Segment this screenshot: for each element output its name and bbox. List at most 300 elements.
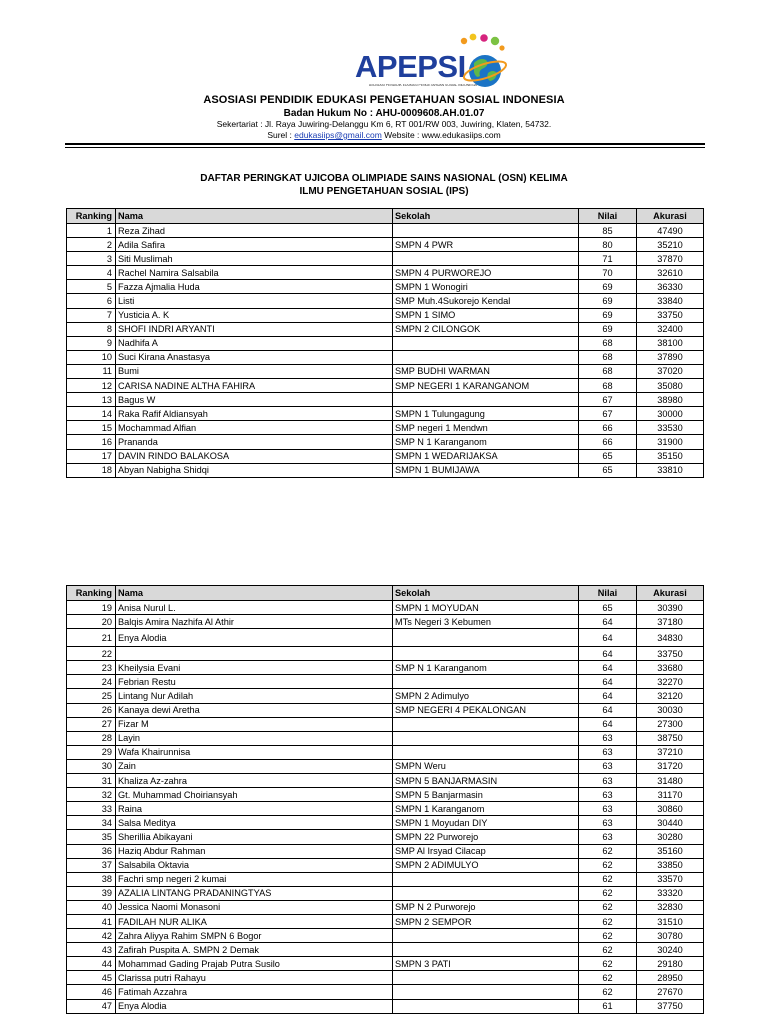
table-row	[67, 830, 704, 844]
cell-school: SMPN 1 SIMO	[393, 308, 579, 322]
table-header-row	[67, 209, 704, 224]
cell-score: 63	[579, 830, 637, 844]
cell-school	[393, 675, 579, 689]
cell-accuracy: 33680	[637, 661, 704, 675]
table-row	[67, 252, 704, 266]
cell-school: SMPN 22 Purworejo	[393, 830, 579, 844]
cell-score: 62	[579, 858, 637, 872]
table-row	[67, 999, 704, 1013]
cell-accuracy: 38100	[637, 336, 704, 350]
table-row	[67, 629, 704, 647]
cell-name: Zain	[116, 759, 393, 773]
cell-school: SMP N 1 Karanganom	[393, 661, 579, 675]
cell-ranking: 2	[67, 238, 116, 252]
cell-name: Salsa Meditya	[116, 816, 393, 830]
cell-ranking: 37	[67, 858, 116, 872]
cell-accuracy: 33570	[637, 872, 704, 886]
cell-name: Siti Muslimah	[116, 252, 393, 266]
cell-school: SMPN 1 WEDARIJAKSA	[393, 449, 579, 463]
table-row	[67, 266, 704, 280]
cell-accuracy: 36330	[637, 280, 704, 294]
table-row	[67, 971, 704, 985]
table-row	[67, 844, 704, 858]
header-divider-thick	[65, 143, 705, 145]
cell-score: 63	[579, 759, 637, 773]
cell-accuracy: 28950	[637, 971, 704, 985]
header-accuracy: Akurasi	[637, 209, 704, 224]
table-row	[67, 661, 704, 675]
table-row	[67, 872, 704, 886]
header-ranking: Ranking	[67, 209, 116, 224]
cell-ranking: 41	[67, 914, 116, 928]
cell-score: 66	[579, 421, 637, 435]
cell-score: 62	[579, 943, 637, 957]
cell-accuracy: 30280	[637, 830, 704, 844]
cell-ranking: 16	[67, 435, 116, 449]
header-name: Nama	[116, 586, 393, 601]
globe-icon	[458, 33, 508, 91]
cell-accuracy: 33750	[637, 647, 704, 661]
cell-score: 68	[579, 336, 637, 350]
cell-name: Adila Safira	[116, 238, 393, 252]
cell-accuracy: 31170	[637, 788, 704, 802]
cell-school: SMPN 1 Moyudan DIY	[393, 816, 579, 830]
cell-ranking: 34	[67, 816, 116, 830]
cell-school	[393, 943, 579, 957]
cell-score: 62	[579, 957, 637, 971]
cell-ranking: 7	[67, 308, 116, 322]
cell-ranking: 11	[67, 364, 116, 378]
cell-accuracy: 27300	[637, 717, 704, 731]
cell-name: Fachri smp negeri 2 kumai	[116, 872, 393, 886]
cell-ranking: 38	[67, 872, 116, 886]
cell-score: 63	[579, 774, 637, 788]
cell-accuracy: 32830	[637, 900, 704, 914]
legal-number: Badan Hukum No : AHU-0009608.AH.01.07	[283, 108, 485, 119]
cell-school: SMPN 2 SEMPOR	[393, 914, 579, 928]
cell-accuracy: 32120	[637, 689, 704, 703]
cell-score: 63	[579, 788, 637, 802]
cell-ranking: 40	[67, 900, 116, 914]
cell-accuracy: 37020	[637, 364, 704, 378]
cell-accuracy: 33750	[637, 308, 704, 322]
cell-school	[393, 393, 579, 407]
table-row	[67, 816, 704, 830]
cell-accuracy: 27670	[637, 985, 704, 999]
contact-prefix: Surel :	[267, 130, 295, 140]
cell-score: 68	[579, 379, 637, 393]
cell-accuracy: 33530	[637, 421, 704, 435]
cell-accuracy: 32610	[637, 266, 704, 280]
cell-ranking: 43	[67, 943, 116, 957]
cell-ranking: 1	[67, 224, 116, 238]
cell-name: Nadhifa A	[116, 336, 393, 350]
cell-school: SMPN 1 BUMIJAWA	[393, 463, 579, 477]
cell-score: 62	[579, 872, 637, 886]
table-row	[67, 774, 704, 788]
table-row	[67, 224, 704, 238]
table-1-body	[67, 224, 704, 478]
cell-ranking: 31	[67, 774, 116, 788]
cell-name: Balqis Amira Nazhifa Al Athir	[116, 615, 393, 629]
table-row	[67, 675, 704, 689]
cell-ranking: 8	[67, 322, 116, 336]
cell-school	[393, 350, 579, 364]
table-row	[67, 703, 704, 717]
cell-score: 69	[579, 280, 637, 294]
cell-score: 65	[579, 601, 637, 615]
cell-accuracy: 30390	[637, 601, 704, 615]
cell-name	[116, 647, 393, 661]
cell-accuracy: 37180	[637, 615, 704, 629]
table-row	[67, 788, 704, 802]
cell-ranking: 33	[67, 802, 116, 816]
cell-name: Mohammad Gading Prajab Putra Susilo	[116, 957, 393, 971]
cell-school: SMPN 2 CILONGOK	[393, 322, 579, 336]
cell-score: 69	[579, 322, 637, 336]
table-row	[67, 900, 704, 914]
cell-name: SHOFI INDRI ARYANTI	[116, 322, 393, 336]
cell-school: SMP Muh.4Sukorejo Kendal	[393, 294, 579, 308]
cell-name: Salsabila Oktavia	[116, 858, 393, 872]
cell-school: SMPN 3 PATI	[393, 957, 579, 971]
table-row	[67, 238, 704, 252]
cell-accuracy: 35160	[637, 844, 704, 858]
cell-score: 64	[579, 629, 637, 647]
table-row	[67, 350, 704, 364]
cell-accuracy: 34830	[637, 629, 704, 647]
cell-name: Febrian Restu	[116, 675, 393, 689]
cell-ranking: 44	[67, 957, 116, 971]
cell-name: Fazza Ajmalia Huda	[116, 280, 393, 294]
cell-accuracy: 33840	[637, 294, 704, 308]
cell-ranking: 32	[67, 788, 116, 802]
cell-ranking: 21	[67, 629, 116, 647]
cell-school: SMP BUDHI WARMAN	[393, 364, 579, 378]
header-ranking: Ranking	[67, 586, 116, 601]
table-row	[67, 308, 704, 322]
cell-score: 62	[579, 900, 637, 914]
cell-school: SMP N 1 Karanganom	[393, 435, 579, 449]
cell-school: SMPN 4 PWR	[393, 238, 579, 252]
cell-ranking: 39	[67, 886, 116, 900]
email-link[interactable]: edukasiips@gmail.com	[294, 130, 382, 140]
table-row	[67, 985, 704, 999]
cell-name: Enya Alodia	[116, 629, 393, 647]
cell-ranking: 3	[67, 252, 116, 266]
cell-accuracy: 35080	[637, 379, 704, 393]
cell-school	[393, 717, 579, 731]
cell-score: 64	[579, 703, 637, 717]
cell-accuracy: 37210	[637, 745, 704, 759]
ranking-table-2	[66, 585, 704, 1014]
cell-ranking: 14	[67, 407, 116, 421]
cell-accuracy: 35210	[637, 238, 704, 252]
cell-accuracy: 30000	[637, 407, 704, 421]
cell-school: SMPN 4 PURWOREJO	[393, 266, 579, 280]
cell-name: Suci Kirana Anastasya	[116, 350, 393, 364]
header-school: Sekolah	[393, 586, 579, 601]
cell-name: Khaliza Az-zahra	[116, 774, 393, 788]
table-row	[67, 745, 704, 759]
cell-score: 64	[579, 689, 637, 703]
cell-name: Prananda	[116, 435, 393, 449]
cell-score: 69	[579, 308, 637, 322]
cell-school	[393, 745, 579, 759]
header-divider-thin	[65, 147, 705, 148]
cell-school	[393, 252, 579, 266]
cell-school	[393, 971, 579, 985]
cell-accuracy: 30780	[637, 929, 704, 943]
cell-name: Haziq Abdur Rahman	[116, 844, 393, 858]
cell-score: 63	[579, 802, 637, 816]
table-row	[67, 914, 704, 928]
cell-score: 63	[579, 731, 637, 745]
cell-score: 64	[579, 661, 637, 675]
header-score: Nilai	[579, 586, 637, 601]
cell-name: Listi	[116, 294, 393, 308]
cell-school	[393, 731, 579, 745]
cell-ranking: 26	[67, 703, 116, 717]
cell-accuracy: 29180	[637, 957, 704, 971]
cell-school: SMPN 1 Karanganom	[393, 802, 579, 816]
table-row	[67, 647, 704, 661]
cell-score: 62	[579, 914, 637, 928]
cell-accuracy: 30860	[637, 802, 704, 816]
cell-score: 64	[579, 615, 637, 629]
cell-ranking: 27	[67, 717, 116, 731]
cell-accuracy: 30440	[637, 816, 704, 830]
cell-name: Sherillia Abikayani	[116, 830, 393, 844]
cell-accuracy: 31480	[637, 774, 704, 788]
cell-score: 65	[579, 463, 637, 477]
cell-accuracy: 47490	[637, 224, 704, 238]
table-row	[67, 294, 704, 308]
cell-ranking: 4	[67, 266, 116, 280]
cell-accuracy: 35150	[637, 449, 704, 463]
cell-name: Raina	[116, 802, 393, 816]
table-row	[67, 421, 704, 435]
cell-ranking: 30	[67, 759, 116, 773]
cell-score: 64	[579, 717, 637, 731]
cell-school: SMPN 1 Wonogiri	[393, 280, 579, 294]
cell-name: DAVIN RINDO BALAKOSA	[116, 449, 393, 463]
cell-score: 70	[579, 266, 637, 280]
cell-school: SMPN 1 Tulungagung	[393, 407, 579, 421]
cell-ranking: 36	[67, 844, 116, 858]
secretariat-address: Sekertariat : Jl. Raya Juwiring-Delanggu Km 6, RT 001/RW 003, Juwiring, Klaten, 54732.	[216, 119, 552, 129]
cell-name: Jessica Naomi Monasoni	[116, 900, 393, 914]
cell-accuracy: 31900	[637, 435, 704, 449]
cell-ranking: 18	[67, 463, 116, 477]
cell-ranking: 46	[67, 985, 116, 999]
table-row	[67, 615, 704, 629]
cell-name: Yusticia A. K	[116, 308, 393, 322]
cell-score: 62	[579, 844, 637, 858]
cell-score: 65	[579, 449, 637, 463]
cell-score: 68	[579, 350, 637, 364]
cell-score: 63	[579, 816, 637, 830]
cell-score: 68	[579, 364, 637, 378]
cell-score: 69	[579, 294, 637, 308]
cell-accuracy: 32270	[637, 675, 704, 689]
table-row	[67, 689, 704, 703]
cell-accuracy: 31720	[637, 759, 704, 773]
table-row	[67, 435, 704, 449]
cell-score: 85	[579, 224, 637, 238]
cell-accuracy: 37890	[637, 350, 704, 364]
cell-ranking: 23	[67, 661, 116, 675]
cell-ranking: 29	[67, 745, 116, 759]
table-row	[67, 322, 704, 336]
ranking-table-1	[66, 208, 704, 478]
cell-ranking: 5	[67, 280, 116, 294]
header-school: Sekolah	[393, 209, 579, 224]
cell-ranking: 45	[67, 971, 116, 985]
cell-school	[393, 886, 579, 900]
table-row	[67, 886, 704, 900]
cell-name: Anisa Nurul L.	[116, 601, 393, 615]
table-row	[67, 717, 704, 731]
cell-score: 63	[579, 745, 637, 759]
cell-name: Kheilysia Evani	[116, 661, 393, 675]
title-line-1: DAFTAR PERINGKAT UJICOBA OLIMPIADE SAINS NASIONAL (OSN) KELIMA	[200, 173, 568, 184]
cell-school	[393, 999, 579, 1013]
table-row	[67, 407, 704, 421]
cell-ranking: 19	[67, 601, 116, 615]
cell-school	[393, 629, 579, 647]
cell-name: Fatimah Azzahra	[116, 985, 393, 999]
cell-school: SMPN 2 ADIMULYO	[393, 858, 579, 872]
cell-ranking: 42	[67, 929, 116, 943]
cell-school: MTs Negeri 3 Kebumen	[393, 615, 579, 629]
table-row	[67, 731, 704, 745]
cell-name: Enya Alodia	[116, 999, 393, 1013]
table-row	[67, 943, 704, 957]
logo-wordmark: APEPSI	[355, 49, 466, 84]
table-row	[67, 802, 704, 816]
cell-school	[393, 985, 579, 999]
cell-ranking: 22	[67, 647, 116, 661]
table-header-row	[67, 586, 704, 601]
cell-school: SMPN 2 Adimulyo	[393, 689, 579, 703]
cell-name: Gt. Muhammad Choiriansyah	[116, 788, 393, 802]
cell-accuracy: 33810	[637, 463, 704, 477]
table-row	[67, 957, 704, 971]
table-row	[67, 364, 704, 378]
cell-name: Zahra Aliyya Rahim SMPN 6 Bogor	[116, 929, 393, 943]
cell-ranking: 24	[67, 675, 116, 689]
cell-score: 71	[579, 252, 637, 266]
cell-ranking: 47	[67, 999, 116, 1013]
cell-name: Fizar M	[116, 717, 393, 731]
header-name: Nama	[116, 209, 393, 224]
cell-school: SMPN 5 Banjarmasin	[393, 788, 579, 802]
cell-name: AZALIA LINTANG PRADANINGTYAS	[116, 886, 393, 900]
cell-accuracy: 38750	[637, 731, 704, 745]
header-score: Nilai	[579, 209, 637, 224]
cell-name: Abyan Nabigha Shidqi	[116, 463, 393, 477]
cell-name: Reza Zihad	[116, 224, 393, 238]
title-line-2: ILMU PENGETAHUAN SOSIAL (IPS)	[299, 186, 469, 197]
cell-name: Rachel Namira Salsabila	[116, 266, 393, 280]
cell-score: 67	[579, 407, 637, 421]
cell-name: Mochammad Alfian	[116, 421, 393, 435]
table-row	[67, 759, 704, 773]
cell-score: 61	[579, 999, 637, 1013]
cell-score: 62	[579, 971, 637, 985]
cell-school: SMP Al Irsyad Cilacap	[393, 844, 579, 858]
cell-name: Raka Rafif Aldiansyah	[116, 407, 393, 421]
cell-name: Kanaya dewi Aretha	[116, 703, 393, 717]
cell-name: Zafirah Puspita A. SMPN 2 Demak	[116, 943, 393, 957]
cell-name: Layin	[116, 731, 393, 745]
table-row	[67, 336, 704, 350]
contact-line	[0, 130, 768, 140]
cell-name: Bagus W	[116, 393, 393, 407]
cell-accuracy: 32400	[637, 322, 704, 336]
cell-school	[393, 872, 579, 886]
cell-school: SMP N 2 Purworejo	[393, 900, 579, 914]
cell-score: 62	[579, 929, 637, 943]
cell-accuracy: 37870	[637, 252, 704, 266]
cell-school: SMP NEGERI 4 PEKALONGAN	[393, 703, 579, 717]
cell-school	[393, 224, 579, 238]
cell-name: Lintang Nur Adilah	[116, 689, 393, 703]
cell-score: 62	[579, 886, 637, 900]
cell-ranking: 35	[67, 830, 116, 844]
cell-school	[393, 929, 579, 943]
cell-accuracy: 33320	[637, 886, 704, 900]
cell-school	[393, 647, 579, 661]
cell-school: SMPN Weru	[393, 759, 579, 773]
cell-school: SMPN 5 BANJARMASIN	[393, 774, 579, 788]
cell-name: CARISA NADINE ALTHA FAHIRA	[116, 379, 393, 393]
cell-score: 66	[579, 435, 637, 449]
cell-name: Bumi	[116, 364, 393, 378]
cell-ranking: 6	[67, 294, 116, 308]
cell-score: 64	[579, 675, 637, 689]
table-row	[67, 463, 704, 477]
table-row	[67, 449, 704, 463]
cell-school: SMPN 1 MOYUDAN	[393, 601, 579, 615]
cell-name: Clarissa putri Rahayu	[116, 971, 393, 985]
table-row	[67, 929, 704, 943]
cell-name: FADILAH NUR ALIKA	[116, 914, 393, 928]
table-row	[67, 601, 704, 615]
logo-tagline: ASOSIASI PENDIDIK EDUKASI PENGETAHUAN SOSIAL INDONESIA	[369, 84, 477, 87]
cell-ranking: 9	[67, 336, 116, 350]
table-row	[67, 393, 704, 407]
cell-name: Wafa Khairunnisa	[116, 745, 393, 759]
cell-school: SMP negeri 1 Mendwn	[393, 421, 579, 435]
cell-ranking: 13	[67, 393, 116, 407]
cell-score: 64	[579, 647, 637, 661]
document-title	[0, 172, 768, 198]
table-row	[67, 280, 704, 294]
cell-school: SMP NEGERI 1 KARANGANOM	[393, 379, 579, 393]
website-text: Website : www.edukasiips.com	[381, 130, 501, 140]
cell-school	[393, 336, 579, 350]
cell-ranking: 28	[67, 731, 116, 745]
cell-ranking: 25	[67, 689, 116, 703]
cell-accuracy: 31510	[637, 914, 704, 928]
table-2-body	[67, 601, 704, 1014]
cell-score: 62	[579, 985, 637, 999]
cell-accuracy: 38980	[637, 393, 704, 407]
cell-score: 80	[579, 238, 637, 252]
cell-accuracy: 30030	[637, 703, 704, 717]
